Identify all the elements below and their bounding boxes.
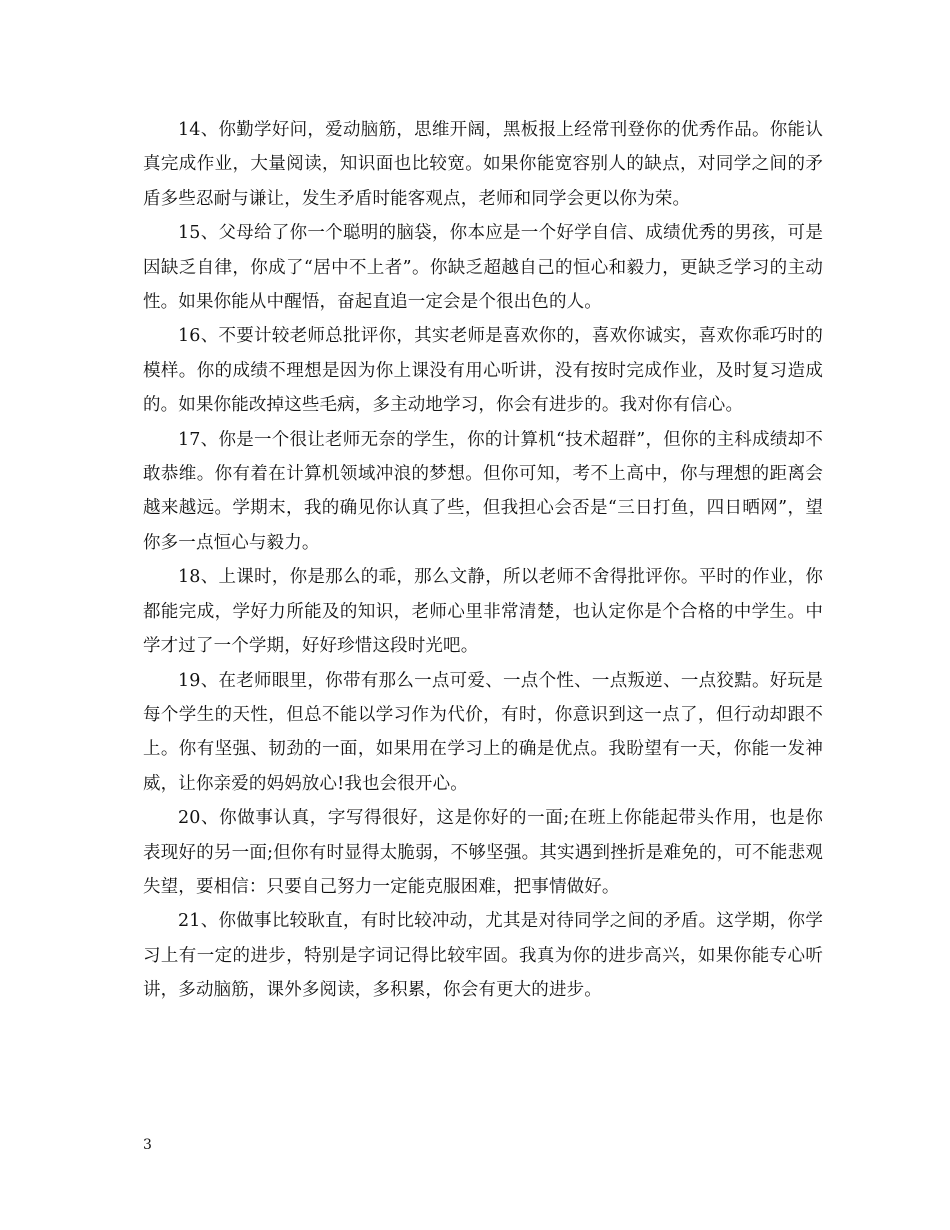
paragraph-17: 17、你是一个很让老师无奈的学生，你的计算机“技术超群”，但你的主科成绩却不敢恭维。你有着在计算机领域冲浪的梦想。但你可知，考不上高中，你与理想的距离会越来越远。学期末，我的确见你认真了些，但我担心会否是“三日打鱼，四日晒网”，望你多一点恒心与毅力。 bbox=[143, 429, 823, 553]
paragraph-14: 14、你勤学好问，爱动脑筋，思维开阔，黑板报上经常刊登你的优秀作品。你能认真完成作业，大量阅读，知识面也比较宽。如果你能宽容别人的缺点，对同学之间的矛盾多些忍耐与谦让，发生矛盾时能客观点，老师和同学会更以你为荣。 bbox=[143, 120, 823, 209]
paragraph-15: 15、父母给了你一个聪明的脑袋，你本应是一个好学自信、成绩优秀的男孩，可是因缺乏自律，你成了“居中不上者”。你缺乏超越自己的恒心和毅力，更缺乏学习的主动性。如果你能从中醒悟，奋起直追一定会是个很出色的人。 bbox=[143, 223, 823, 313]
paragraph-16: 16、不要计较老师总批评你，其实老师是喜欢你的，喜欢你诚实，喜欢你乖巧时的模样。你的成绩不理想是因为你上课没有用心听讲，没有按时完成作业，及时复习造成的。如果你能改掉这些毛病，多主动地学习，你会有进步的。我对你有信心。 bbox=[143, 326, 823, 416]
paragraph-20: 20、你做事认真，字写得很好，这是你好的一面;在班上你能起带头作用，也是你表现好的另一面;但你有时显得太脆弱，不够坚强。其实遇到挫折是难免的，可不能悲观失望，要相信：只要自己努力一定能克服困难，把事情做好。 bbox=[143, 808, 823, 897]
page-number: 3 bbox=[143, 1137, 152, 1153]
paragraph-18: 18、上课时，你是那么的乖，那么文静，所以老师不舍得批评你。平时的作业，你都能完成，学好力所能及的知识，老师心里非常清楚，也认定你是个合格的中学生。中学才过了一个学期，好好珍惜这段时光吧。 bbox=[143, 567, 823, 657]
paragraph-21: 21、你做事比较耿直，有时比较冲动，尤其是对待同学之间的矛盾。这学期，你学习上有一定的进步，特别是字词记得比较牢固。我真为你的进步高兴，如果你能专心听讲，多动脑筋，课外多阅读，多积累，你会有更大的进步。 bbox=[143, 911, 823, 1001]
paragraph-19: 19、在老师眼里，你带有那么一点可爱、一点个性、一点叛逆、一点狡黠。好玩是每个学生的天性，但总不能以学习作为代价，有时，你意识到这一点了，但行动却跟不上。你有坚强、韧劲的一面，如果用在学习上的确是优点。我盼望有一天，你能一发神威，让你亲爱的妈妈放心!我也会很开心。 bbox=[143, 670, 823, 794]
document-body bbox=[143, 113, 823, 1008]
